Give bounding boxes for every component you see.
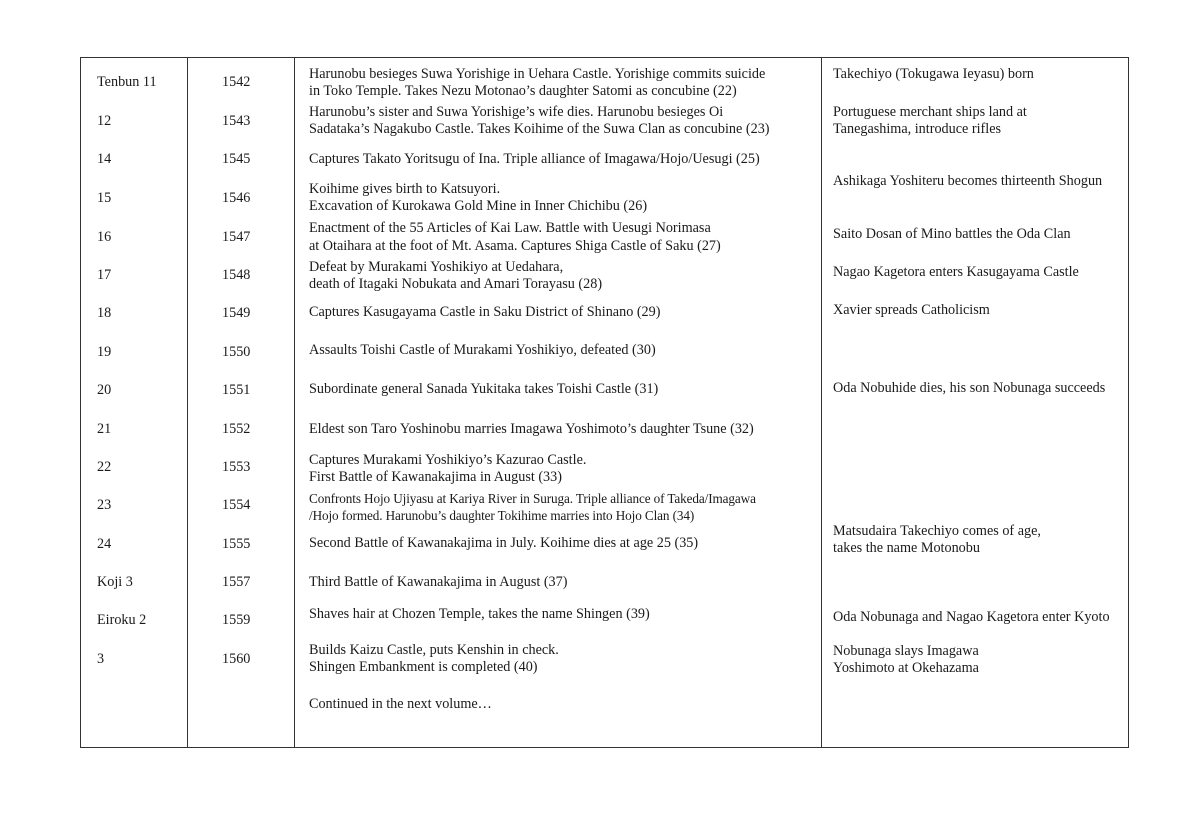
event-line: /Hojo formed. Harunobu’s daughter Tokihime marries into Hojo Clan (34) bbox=[309, 508, 695, 523]
world-event-line: Takechiyo (Tokugawa Ieyasu) born bbox=[833, 66, 1034, 82]
year-cell: 1560 bbox=[222, 651, 251, 667]
year-cell: 1545 bbox=[222, 151, 251, 167]
event-line: Shingen Embankment is completed (40) bbox=[309, 659, 538, 675]
era-cell: 16 bbox=[97, 229, 112, 245]
event-line: Excavation of Kurokawa Gold Mine in Inner Chichibu (26) bbox=[309, 198, 648, 214]
event-line: at Otaihara at the foot of Mt. Asama. Captures Shiga Castle of Saku (27) bbox=[309, 238, 721, 254]
event-line: Captures Murakami Yoshikiyo’s Kazurao Castle. bbox=[309, 452, 587, 468]
year-cell: 1553 bbox=[222, 459, 251, 475]
era-cell: 19 bbox=[97, 344, 112, 360]
era-cell: 18 bbox=[97, 305, 112, 321]
era-cell: 20 bbox=[97, 382, 112, 398]
event-line: Subordinate general Sanada Yukitaka takes Toishi Castle (31) bbox=[309, 381, 659, 397]
year-cell: 1547 bbox=[222, 229, 251, 245]
event-line: in Toko Temple. Takes Nezu Motonao’s daughter Satomi as concubine (22) bbox=[309, 83, 737, 99]
event-line: Captures Kasugayama Castle in Saku District of Shinano (29) bbox=[309, 304, 661, 320]
era-cell: 15 bbox=[97, 190, 112, 206]
world-event-line: Ashikaga Yoshiteru becomes thirteenth Shogun bbox=[833, 173, 1103, 189]
year-cell: 1557 bbox=[222, 574, 251, 590]
event-line: Koihime gives birth to Katsuyori. bbox=[309, 181, 501, 197]
event-line: death of Itagaki Nobukata and Amari Torayasu (28) bbox=[309, 276, 603, 292]
year-cell: 1554 bbox=[222, 497, 251, 513]
year-cell: 1548 bbox=[222, 267, 251, 283]
event-line: Enactment of the 55 Articles of Kai Law. Battle with Uesugi Norimasa bbox=[309, 220, 711, 236]
world-event-line: Xavier spreads Catholicism bbox=[833, 302, 990, 318]
column-divider-events-world bbox=[821, 57, 822, 748]
world-event-line: Portuguese merchant ships land at bbox=[833, 104, 1027, 120]
year-cell: 1550 bbox=[222, 344, 251, 360]
world-event-line: Nobunaga slays Imagawa bbox=[833, 643, 979, 659]
year-cell: 1559 bbox=[222, 612, 251, 628]
world-event-line: Matsudaira Takechiyo comes of age, bbox=[833, 523, 1041, 539]
event-line: Defeat by Murakami Yoshikiyo at Uedahara, bbox=[309, 259, 564, 275]
world-event-line: Oda Nobuhide dies, his son Nobunaga succeeds bbox=[833, 380, 1106, 396]
era-cell: Eiroku 2 bbox=[97, 612, 147, 628]
world-event-line: Tanegashima, introduce rifles bbox=[833, 121, 1002, 137]
event-line: Builds Kaizu Castle, puts Kenshin in check. bbox=[309, 642, 559, 658]
year-cell: 1546 bbox=[222, 190, 251, 206]
year-cell: 1551 bbox=[222, 382, 251, 398]
year-cell: 1543 bbox=[222, 113, 251, 129]
column-divider-year-events bbox=[294, 57, 295, 748]
world-event-line: Nagao Kagetora enters Kasugayama Castle bbox=[833, 264, 1079, 280]
event-line: Eldest son Taro Yoshinobu marries Imagawa Yoshimoto’s daughter Tsune (32) bbox=[309, 421, 754, 437]
era-cell: 14 bbox=[97, 151, 112, 167]
event-line: Assaults Toishi Castle of Murakami Yoshikiyo, defeated (30) bbox=[309, 342, 656, 358]
year-cell: 1549 bbox=[222, 305, 251, 321]
event-line: Harunobu’s sister and Suwa Yorishige’s wife dies. Harunobu besieges Oi bbox=[309, 104, 724, 120]
world-event-line: Yoshimoto at Okehazama bbox=[833, 660, 979, 676]
world-event-line: Oda Nobunaga and Nagao Kagetora enter Kyoto bbox=[833, 609, 1110, 625]
continued-note: Continued in the next volume… bbox=[309, 696, 492, 712]
event-line: Third Battle of Kawanakajima in August (37) bbox=[309, 574, 568, 590]
era-cell: 12 bbox=[97, 113, 112, 129]
era-cell: 21 bbox=[97, 421, 112, 437]
world-event-line: Saito Dosan of Mino battles the Oda Clan bbox=[833, 226, 1071, 242]
year-cell: 1555 bbox=[222, 536, 251, 552]
era-cell: Tenbun 11 bbox=[97, 74, 157, 90]
world-event-line: takes the name Motonobu bbox=[833, 540, 980, 556]
event-line: Confronts Hojo Ujiyasu at Kariya River in Suruga. Triple alliance of Takeda/Imagawa bbox=[309, 491, 756, 506]
era-cell: 17 bbox=[97, 267, 112, 283]
year-cell: 1542 bbox=[222, 74, 251, 90]
era-cell: Koji 3 bbox=[97, 574, 133, 590]
event-line: Harunobu besieges Suwa Yorishige in Uehara Castle. Yorishige commits suicide bbox=[309, 66, 766, 82]
column-divider-era-year bbox=[187, 57, 188, 748]
era-cell: 3 bbox=[97, 651, 105, 667]
era-cell: 24 bbox=[97, 536, 112, 552]
event-line: Second Battle of Kawanakajima in July. Koihime dies at age 25 (35) bbox=[309, 535, 699, 551]
era-cell: 22 bbox=[97, 459, 112, 475]
year-cell: 1552 bbox=[222, 421, 251, 437]
event-line: Shaves hair at Chozen Temple, takes the name Shingen (39) bbox=[309, 606, 650, 622]
event-line: Captures Takato Yoritsugu of Ina. Triple alliance of Imagawa/Hojo/Uesugi (25) bbox=[309, 151, 760, 167]
event-line: Sadataka’s Nagakubo Castle. Takes Koihime of the Suwa Clan as concubine (23) bbox=[309, 121, 770, 137]
event-line: First Battle of Kawanakajima in August (33) bbox=[309, 469, 562, 485]
era-cell: 23 bbox=[97, 497, 112, 513]
